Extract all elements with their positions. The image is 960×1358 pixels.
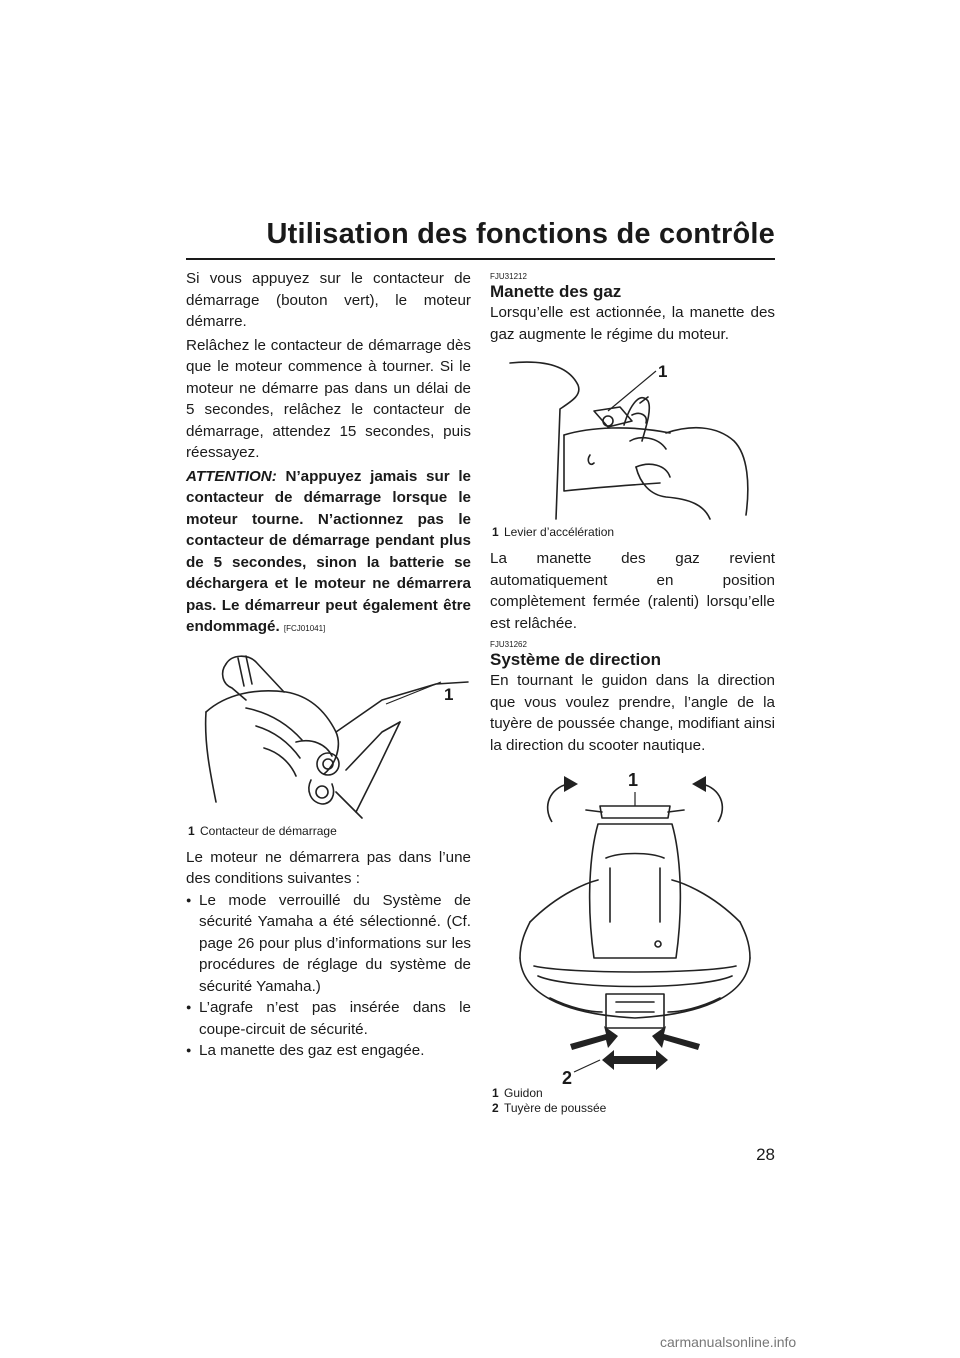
nozzle-arrow-left bbox=[570, 1026, 618, 1050]
list-item: ● Le mode verrouillé du Système de sécurité Yamaha a été sélectionné. (Cf. page 26 pour plus d’informations sur les procédures de réglage du système de sécurité Yamaha.) bbox=[186, 890, 471, 998]
figure3-caption-number: 2 bbox=[492, 1101, 499, 1115]
figure3-caption-1 bbox=[490, 1086, 775, 1101]
figure2-caption bbox=[490, 525, 775, 540]
list-item: ● La manette des gaz est engagée. bbox=[186, 1040, 471, 1062]
figure1-leader-line bbox=[386, 682, 441, 704]
rotate-arrowhead-right bbox=[692, 776, 706, 792]
attention-code: [FCJ01041] bbox=[283, 624, 326, 633]
figure2-caption-text: Levier d’accélération bbox=[504, 525, 615, 539]
figure3-caption-number: 1 bbox=[492, 1086, 499, 1100]
heading-steering: Système de direction bbox=[490, 650, 662, 669]
figure3-leader-line-2 bbox=[574, 1060, 600, 1072]
paragraph-start: Si vous appuyez sur le contacteur de démarrage (bouton vert), le moteur démarre. bbox=[186, 270, 471, 330]
figure3-callout-1: 1 bbox=[628, 770, 639, 790]
nozzle-arrow-right bbox=[652, 1026, 700, 1050]
paragraph-steering: En tournant le guidon dans la direction que vous voulez prendre, l’angle de la tuyère de poussée change, modifiant ainsi la direction du scooter nautique. bbox=[490, 672, 775, 754]
figure-steering bbox=[490, 762, 775, 1116]
nozzle-swing-arrow bbox=[602, 1050, 668, 1070]
paragraph-throttle: Lorsqu’elle est actionnée, la manette des gaz augmente le régime du moteur. bbox=[490, 304, 775, 343]
figure3-caption-text: Tuyère de poussée bbox=[504, 1101, 607, 1115]
watermark: carmanualsonline.info bbox=[660, 1334, 797, 1350]
list-item: ● L’agrafe n’est pas insérée dans le coupe-circuit de sécurité. bbox=[186, 997, 471, 1040]
right-column bbox=[490, 268, 775, 1116]
page-title: Utilisation des fonctions de contrôle bbox=[266, 218, 775, 250]
figure1-caption-number: 1 bbox=[188, 823, 195, 838]
heading-throttle: Manette des gaz bbox=[490, 282, 622, 301]
paragraph-release: Relâchez le contacteur de démarrage dès que le moteur commence à tourner. Si le moteur ne démarre pas dans un délai de 5 secondes, relâchez le contacteur de démarrage, attendez 15 secondes, puis réessayez. bbox=[186, 336, 471, 461]
conditions-list bbox=[186, 890, 471, 1062]
figure-start-switch bbox=[186, 652, 471, 839]
figure3-callout-2: 2 bbox=[562, 1068, 573, 1084]
figure1-caption bbox=[186, 824, 471, 839]
figure3-caption-2 bbox=[490, 1101, 775, 1116]
figure-throttle-lever bbox=[490, 355, 775, 540]
left-column bbox=[186, 268, 471, 1062]
figure3-caption-text: Guidon bbox=[504, 1086, 543, 1100]
figure2-callout: 1 bbox=[658, 362, 668, 381]
paragraph-throttle-return: La manette des gaz revient automatiquement en position complètement fermée (ralenti) lorsqu’elle est relâchée. bbox=[490, 550, 775, 632]
title-rule bbox=[186, 258, 775, 260]
hand-on-start-button-illustration bbox=[186, 652, 471, 822]
figure2-caption-number: 1 bbox=[492, 525, 499, 539]
hand-on-throttle-illustration bbox=[490, 355, 775, 523]
figure1-caption-text: Contacteur de démarrage bbox=[200, 823, 337, 838]
section-code-throttle: FJU31212 bbox=[490, 272, 527, 281]
section-code-steering: FJU31262 bbox=[490, 640, 527, 649]
attention-text: N’appuyez jamais sur le contacteur de démarrage lorsque le moteur tourne. N’actionnez pas le contacteur de démarrage pendant plus de 5 secondes, sinon la batterie se déchargera et le moteur ne démarrera pas. Le démarreur peut également être endommagé. bbox=[186, 467, 471, 635]
paragraph-conditions: Le moteur ne démarrera pas dans l’une des conditions suivantes : bbox=[186, 848, 471, 887]
page-number: 28 bbox=[756, 1145, 775, 1164]
watercraft-rear-view-illustration bbox=[490, 762, 775, 1084]
attention-block bbox=[186, 466, 471, 640]
figure1-callout: 1 bbox=[444, 684, 454, 704]
attention-label: ATTENTION: bbox=[186, 467, 277, 485]
rotate-arrowhead-left bbox=[564, 776, 578, 792]
